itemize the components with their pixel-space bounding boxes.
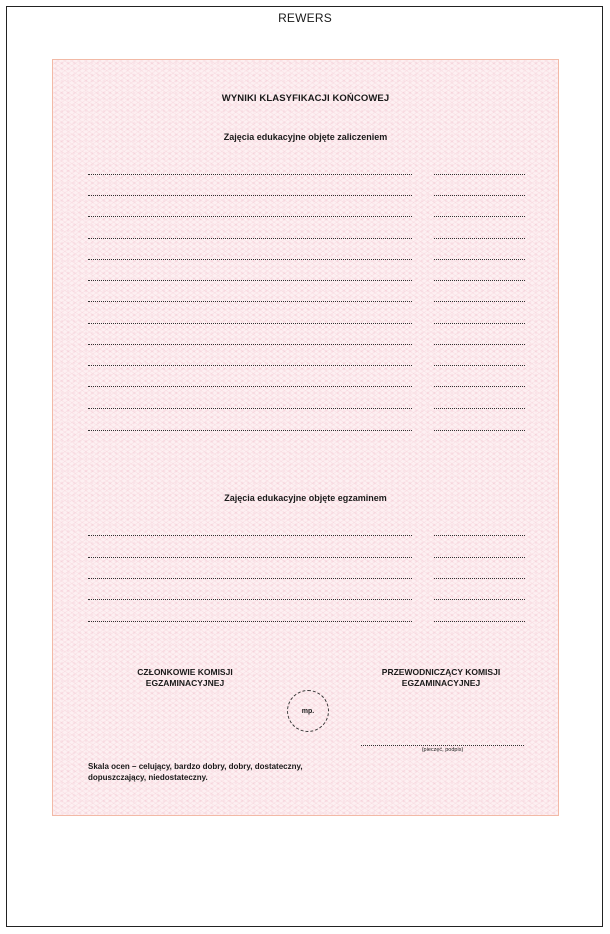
grade-line[interactable] [434,621,525,622]
subject-line[interactable] [88,216,412,217]
committee-chair-label: PRZEWODNICZĄCY KOMISJI EGZAMINACYJNEJ [381,667,501,688]
subject-line[interactable] [88,323,412,324]
page-title: REWERS [278,11,332,25]
certificate-form [52,59,559,816]
grade-line[interactable] [434,365,525,366]
subject-line[interactable] [88,578,412,579]
grade-line[interactable] [434,599,525,600]
grade-line[interactable] [434,195,525,196]
stamp-circle [287,690,329,732]
grade-line[interactable] [434,557,525,558]
grade-line[interactable] [434,174,525,175]
grade-line[interactable] [434,386,525,387]
subject-line[interactable] [88,430,412,431]
grade-line[interactable] [434,238,525,239]
grade-line[interactable] [434,578,525,579]
subject-line[interactable] [88,238,412,239]
grade-line[interactable] [434,259,525,260]
subject-line[interactable] [88,344,412,345]
subject-line[interactable] [88,301,412,302]
grade-line[interactable] [434,344,525,345]
subject-line[interactable] [88,386,412,387]
subject-line[interactable] [88,557,412,558]
subject-line[interactable] [88,259,412,260]
subject-line[interactable] [88,408,412,409]
subject-line[interactable] [88,535,412,536]
section-credit-heading: Zajęcia edukacyjne objęte zaliczeniem [223,132,388,142]
subject-line[interactable] [88,195,412,196]
grade-scale-note: Skala ocen – celujący, bardzo dobry, dobry, dostateczny, dopuszczający, niedostateczny. [88,762,303,782]
grade-line[interactable] [434,535,525,536]
grade-line[interactable] [434,216,525,217]
subject-line[interactable] [88,280,412,281]
subject-line[interactable] [88,599,412,600]
signature-caption: (pieczęć, podpis) [421,747,464,753]
subject-line[interactable] [88,174,412,175]
grade-line[interactable] [434,430,525,431]
grade-line[interactable] [434,323,525,324]
subject-line[interactable] [88,365,412,366]
section-exam-heading: Zajęcia edukacyjne objęte egzaminem [224,493,387,503]
stamp-label: mp. [301,707,315,715]
grade-line[interactable] [434,280,525,281]
grade-line[interactable] [434,301,525,302]
signature-line[interactable] [361,745,524,746]
committee-members-label: CZŁONKOWIE KOMISJI EGZAMINACYJNEJ [137,667,233,688]
subject-line[interactable] [88,621,412,622]
grade-line[interactable] [434,408,525,409]
form-title: WYNIKI KLASYFIKACJI KOŃCOWEJ [221,93,390,104]
